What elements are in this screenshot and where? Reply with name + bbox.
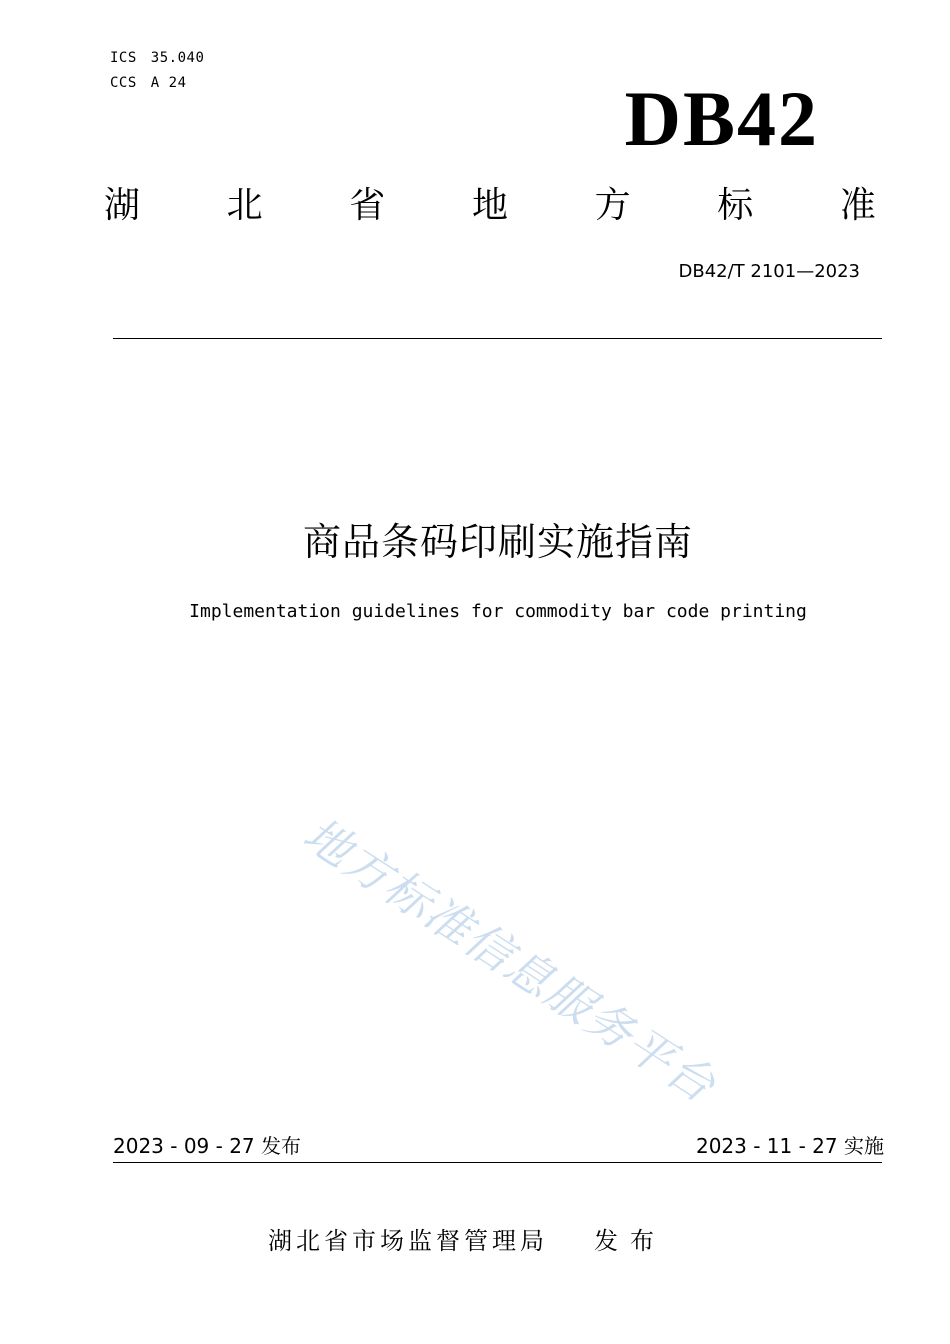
issuer-action: 发布 [594,1227,666,1255]
issuer-name: 湖北省市场监督管理局 [268,1227,548,1255]
ccs-label: CCS [110,75,137,91]
issuer-line [268,1226,666,1256]
document-title-en: Implementation guidelines for commodity bar code printing [189,601,807,622]
standard-type-char: 准 [839,185,876,226]
ccs-value: A 24 [150,75,187,91]
implementation-date: 2023 - 11 - 27 实施 [695,1134,884,1158]
standard-type-char: 地 [471,185,508,226]
date-row [113,1133,884,1159]
ics-line [110,46,204,71]
document-title-cn: 商品条码印刷实施指南 [302,520,693,564]
watermark: 地方标准信息服务平台 [294,806,726,1114]
top-divider [113,338,882,339]
ics-label: ICS [110,50,137,66]
classification-block [110,46,204,96]
standard-type-char: 方 [594,185,631,226]
bottom-divider [113,1162,882,1163]
issue-date: 2023 - 09 - 27 发布 [113,1134,302,1158]
standard-type-char: 省 [349,185,386,226]
standard-type-char: 标 [717,185,754,226]
standard-type-char: 湖 [103,185,140,226]
standard-type-char: 北 [226,185,263,226]
standard-type-heading [100,184,880,228]
ccs-line [110,71,204,96]
db-code-logo: DB42 [624,75,819,162]
standard-number: DB42/T 2101—2023 [678,261,860,282]
ics-value: 35.040 [150,50,205,66]
